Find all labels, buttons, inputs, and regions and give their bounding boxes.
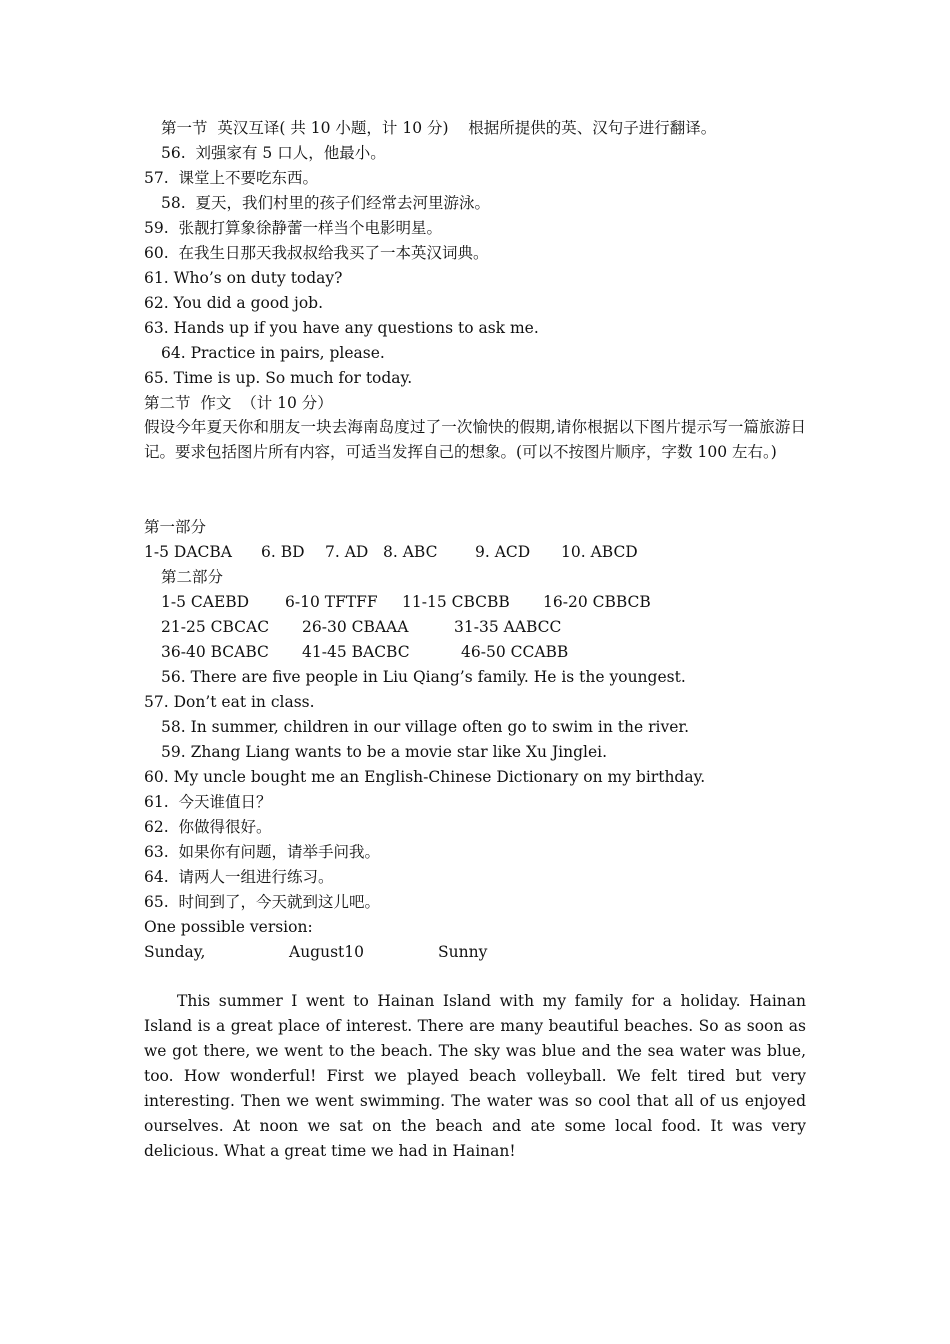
question-57: 57. 课堂上不要吃东西。 [144, 169, 319, 187]
question-64: 64. Practice in pairs, please. [161, 344, 385, 362]
diary-date: August10 [289, 943, 364, 961]
answer-cell: 7. AD [325, 543, 369, 561]
answer-cell: 36-40 BCABC [161, 643, 269, 661]
section2-title: 第二节 作文 （计 10 分） [144, 394, 333, 412]
answer-cell: 21-25 CBCAC [161, 618, 270, 636]
answer-cell: 1-5 DACBA [144, 543, 232, 561]
answer-65: 65. 时间到了，今天就到这儿吧。 [144, 893, 381, 911]
answer-cell: 16-20 CBBCB [543, 593, 651, 611]
answers-part1-title: 第一部分 [144, 518, 207, 536]
answer-61: 61. 今天谁值日？ [144, 793, 272, 811]
section1-title: 第一节 英汉互译( 共 10 小题，计 10 分) 根据所提供的英、汉句子进行翻译。 [161, 119, 717, 137]
answer-56: 56. There are five people in Liu Qiang’s family. He is the youngest. [161, 668, 686, 686]
answer-63: 63. 如果你有问题，请举手问我。 [144, 843, 381, 861]
question-56: 56. 刘强家有 5 口人，他最小。 [161, 144, 386, 162]
diary-day: Sunday, [144, 943, 206, 961]
question-59: 59. 张靓打算象徐静蕾一样当个电影明星。 [144, 219, 443, 237]
diary-weather: Sunny [438, 943, 488, 961]
answer-cell: 6. BD [261, 543, 305, 561]
answer-cell: 41-45 BACBC [302, 643, 410, 661]
answer-cell: 31-35 AABCC [454, 618, 562, 636]
answer-cell: 6-10 TFTFF [285, 593, 378, 611]
answer-cell: 26-30 CBAAA [302, 618, 409, 636]
answer-cell: 9. ACD [475, 543, 531, 561]
answer-64: 64. 请两人一组进行练习。 [144, 868, 334, 886]
question-62: 62. You did a good job. [144, 294, 324, 312]
answer-cell: 10. ABCD [561, 543, 638, 561]
answer-62: 62. 你做得很好。 [144, 818, 272, 836]
question-60: 60. 在我生日那天我叔叔给我买了一本英汉词典。 [144, 244, 489, 262]
question-58: 58. 夏天，我们村里的孩子们经常去河里游泳。 [161, 194, 491, 212]
question-63: 63. Hands up if you have any questions to ask me. [144, 319, 539, 337]
section2-prompt: 假设今年夏天你和朋友一块去海南岛度过了一次愉快的假期,请你根据以下图片提示写一篇旅游日记。要求包括图片所有内容，可适当发挥自己的想象。(可以不按图片顺序，字数 100 左右。) [144, 418, 806, 461]
answer-58: 58. In summer, children in our village often go to swim in the river. [161, 718, 690, 736]
answer-cell: 8. ABC [383, 543, 438, 561]
answers-part2-title: 第二部分 [161, 568, 224, 586]
answer-cell: 46-50 CCABB [461, 643, 569, 661]
version-label: One possible version: [144, 918, 313, 936]
answer-57: 57. Don’t eat in class. [144, 693, 315, 711]
answer-cell: 1-5 CAEBD [161, 593, 250, 611]
answer-60: 60. My uncle bought me an English-Chinese Dictionary on my birthday. [144, 768, 706, 786]
answer-cell: 11-15 CBCBB [402, 593, 510, 611]
model-essay: This summer I went to Hainan Island with my family for a holiday. Hainan Island is a great place of interest. There are many beautiful beaches. So as soon as we got there, we went to the beach. The sky was blue and the sea water was blue, too. How wonderful! First we played beach volleyball. We felt tired but very interesting. Then we went swimming. The water was so cool that all of us enjoyed ourselves. At noon we sat on the beach and ate some local food. It was very delicious. What a great time we had in Hainan! [144, 992, 806, 1160]
question-61: 61. Who’s on duty today? [144, 269, 343, 287]
answer-59: 59. Zhang Liang wants to be a movie star like Xu Jinglei. [161, 743, 608, 761]
question-65: 65. Time is up. So much for today. [144, 369, 413, 387]
